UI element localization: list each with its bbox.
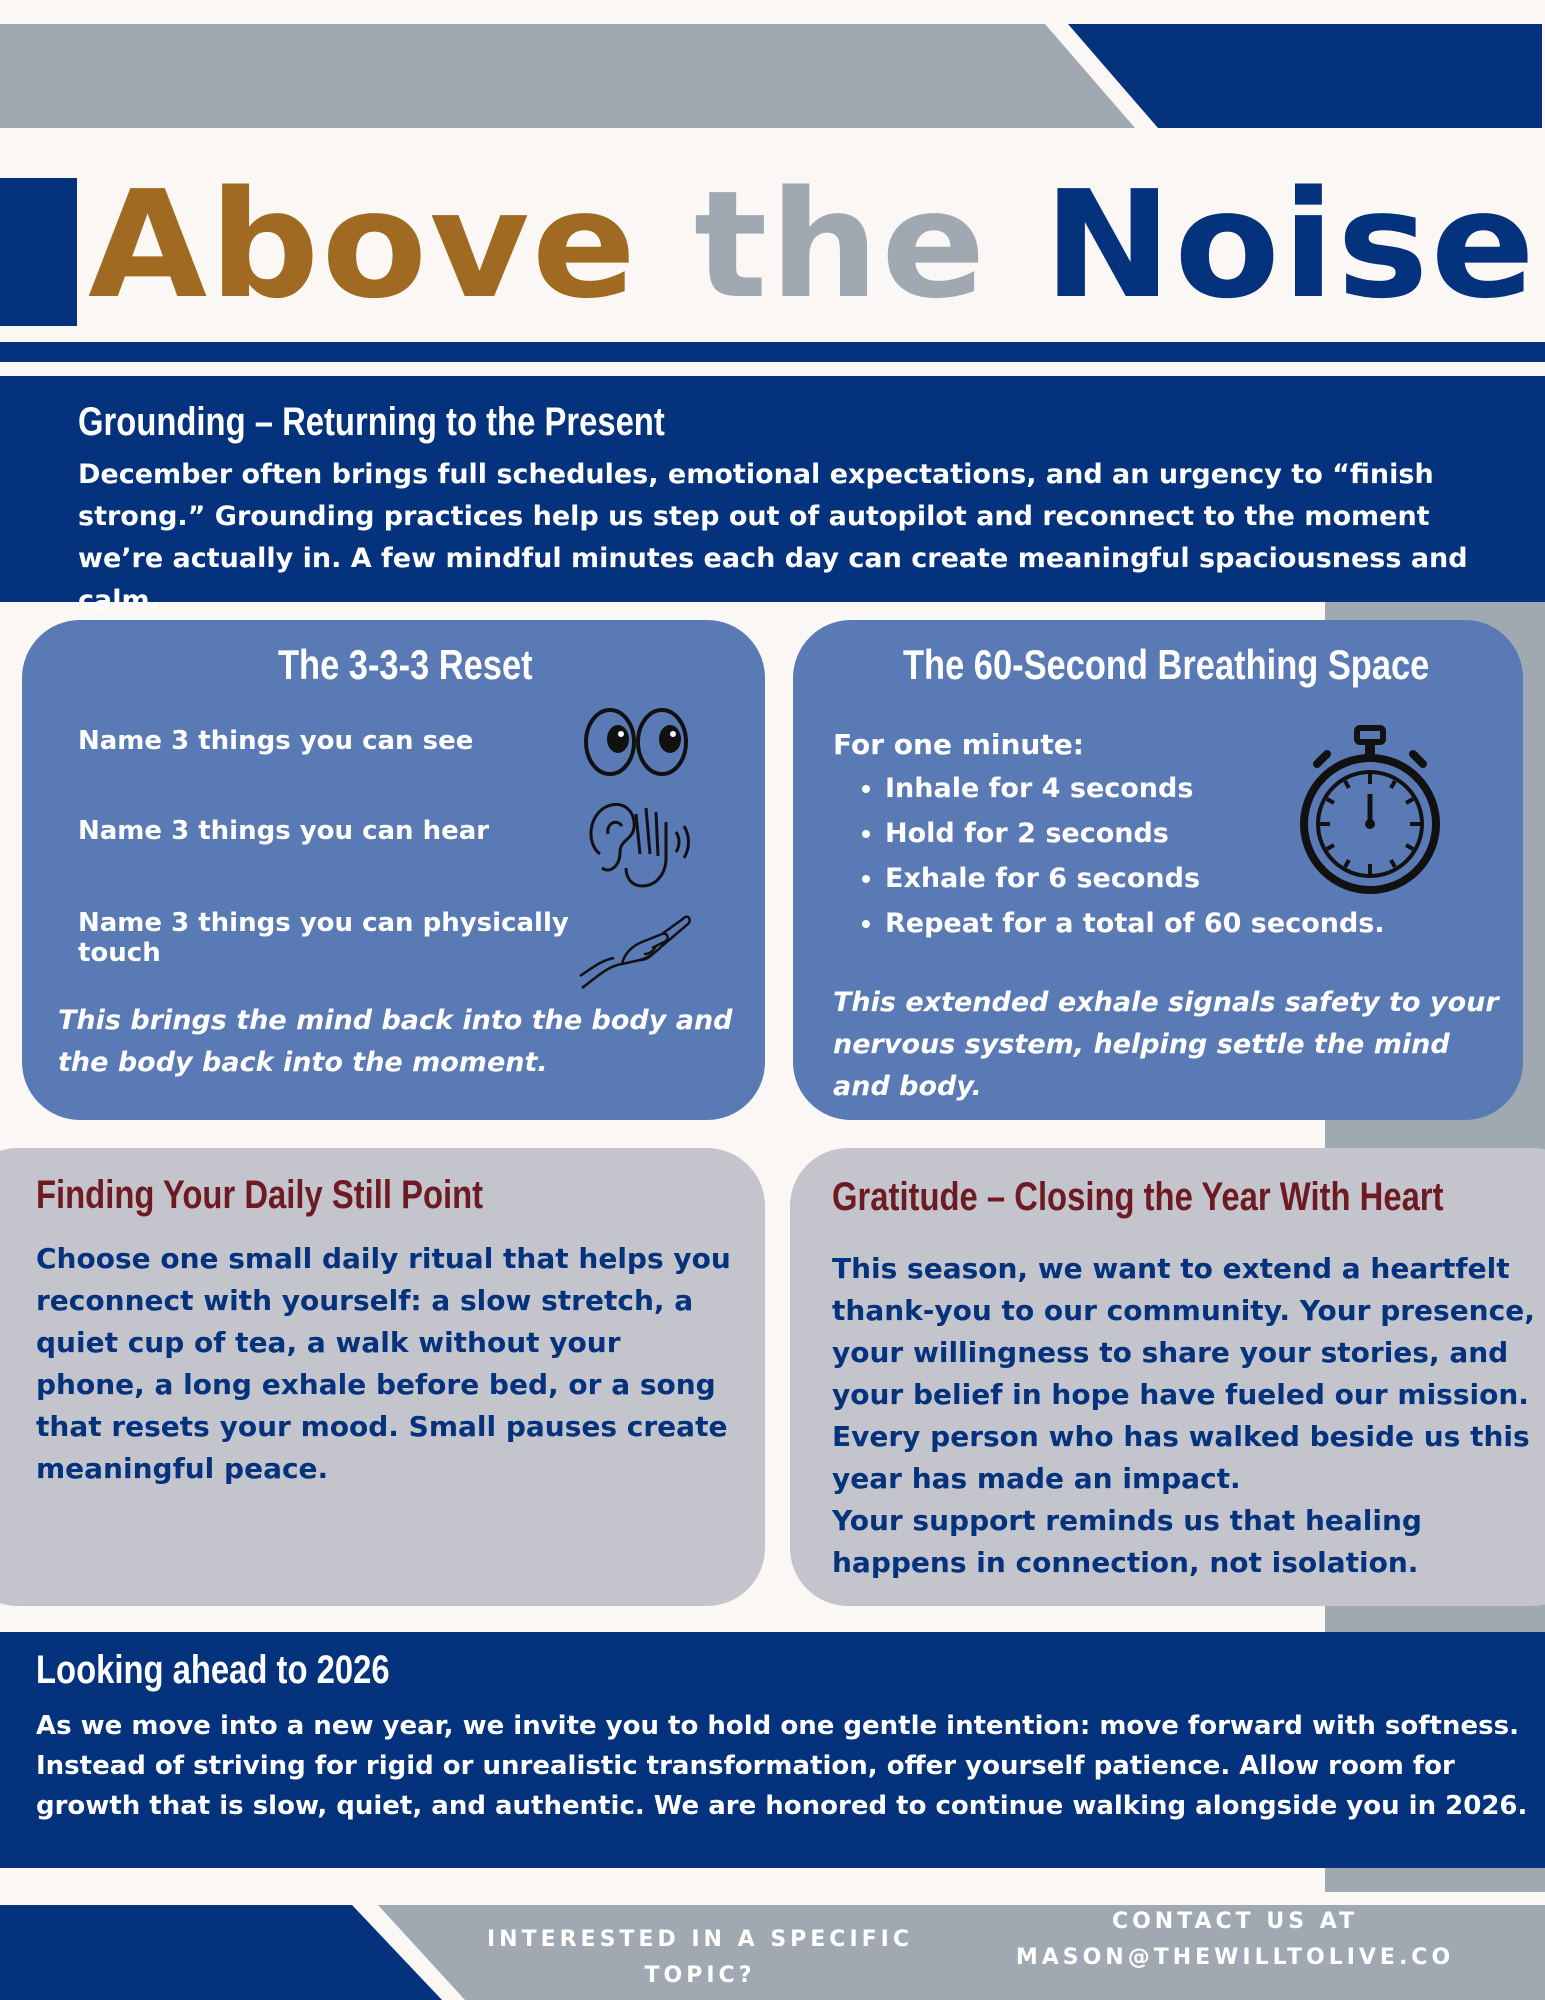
ear-icon [580, 794, 700, 890]
breathing-title: The 60-Second Breathing Space [903, 641, 1430, 688]
ahead-heading: Looking ahead to 2026 [36, 1648, 390, 1692]
grounding-section [0, 376, 1545, 616]
ahead-body: As we move into a new year, we invite you to hold one gentle intention: move forward with softness. Instead of striving for rigid or unrealistic transformation, offer yourself patience. Allow room for growth that is slow, quiet, and authentic. We are honored to continue walking alongside you in 2026. [36, 1711, 1528, 1821]
breathing-step-repeat: • Repeat for a total of 60 seconds. [885, 901, 1385, 946]
ahead-section [0, 1632, 1545, 1868]
footer-question: INTERESTED IN A SPECIFIC TOPIC? [486, 1927, 914, 1988]
still-point-heading: Finding Your Daily Still Point [36, 1173, 484, 1217]
footer-contact-email[interactable]: MASON@THEWILLTOLIVE.CO [1015, 1945, 1455, 1970]
breathing-card [793, 620, 1523, 1120]
gratitude-card [790, 1148, 1545, 1606]
still-point-card [0, 1148, 765, 1606]
pointing-hand-icon [578, 902, 698, 992]
breathing-intro: For one minute: [833, 728, 1084, 761]
gratitude-heading: Gratitude – Closing the Year With Heart [832, 1175, 1444, 1219]
reset-title: The 3-3-3 Reset [278, 641, 533, 688]
grounding-body: December often brings full schedules, emotional expectations, and an urgency to “finish strong.” Grounding practices help us step out of autopilot and reconnect to the moment we’re actually in. A few mindful minutes each day can create meaningful spaciousness and calm. [78, 459, 1468, 616]
gratitude-paragraph-2: Your support reminds us that healing happens in connection, not isolation. [832, 1504, 1422, 1579]
title-underline [0, 342, 1545, 362]
gratitude-paragraph-1: This season, we want to extend a heartfelt thank-you to our community. Your presence, your willingness to share your stories, and your belief in hope have fueled our mission. Every person who has walked beside us this year has made an impact. [832, 1252, 1535, 1495]
top-decoration [0, 0, 1545, 140]
footer-contact-label: CONTACT US AT [1111, 1909, 1359, 1934]
still-point-body: Choose one small daily ritual that helps you reconnect with yourself: a slow stretch, a quiet cup of tea, a walk without your phone, a long exhale before bed, or a song that resets your mood. Small pauses create meaningful peace. [36, 1242, 731, 1485]
title-word-noise: Noise [1043, 159, 1538, 331]
reset-card [22, 620, 765, 1120]
stopwatch-icon [1295, 724, 1445, 896]
breathing-step-inhale: • Inhale for 4 seconds [885, 766, 1385, 811]
breathing-step-exhale: • Exhale for 6 seconds [885, 856, 1385, 901]
gratitude-body [832, 1248, 1542, 1584]
reset-item-hear: Name 3 things you can hear [78, 816, 490, 846]
page-title [88, 160, 1537, 330]
reset-note: This brings the mind back into the body and the body back into the moment. [58, 1005, 733, 1078]
reset-item-touch: Name 3 things you can physically touch [78, 908, 569, 968]
grounding-heading: Grounding – Returning to the Present [78, 400, 665, 444]
title-word-above: Above [88, 159, 639, 331]
title-accent-block [0, 178, 77, 326]
reset-item-see: Name 3 things you can see [78, 726, 474, 756]
breathing-note: This extended exhale signals safety to your nervous system, helping settle the mind and body. [833, 987, 1499, 1102]
title-word-the: the [693, 159, 988, 331]
breathing-step-hold: • Hold for 2 seconds [885, 811, 1385, 856]
footer-contact [1010, 1904, 1460, 1976]
eyes-icon [582, 706, 692, 778]
